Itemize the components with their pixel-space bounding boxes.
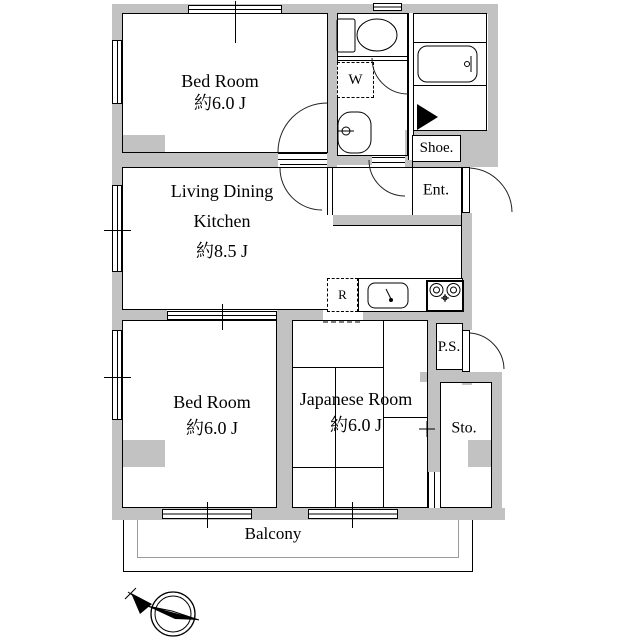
entrance-door-arc [470,168,512,212]
window-top-bedroom [188,5,282,14]
balcony-label: Balcony [244,523,302,543]
toilet-icon [337,19,397,52]
room-name: Japanese Room [299,389,413,409]
outline-bathroom [414,14,487,131]
sliding-door-ldk-bedroom [167,311,277,320]
room-name: Bed Room [181,71,259,91]
room-label-storage [451,418,476,437]
room-label-bedroom-bottom [173,389,251,441]
refrigerator-box [327,278,358,312]
wall-storage-top [420,372,502,382]
wall-right-bottom [492,380,502,520]
room-label-pipe-space [438,338,461,356]
room-size: 約6.0 J [193,93,247,113]
wall-bedroom2-pillar [122,440,165,467]
window-toilet [373,3,402,11]
wall-bedroom1-pillar [122,135,165,152]
door-arcs [278,58,512,369]
wall-ps-top [428,315,465,323]
washing-machine-box [337,62,374,98]
wall-washroom-left [327,13,337,168]
room-size: 約6.0 J [329,415,383,435]
wall-mid-horizontal-a [112,310,167,320]
storage-door [428,472,435,508]
washroom-door-arc [369,160,405,196]
refrigerator-label: R [338,287,347,302]
ps-door-arc [470,333,504,369]
room-name-line1: Living Dining [170,181,274,201]
wall-storage-left [428,382,440,472]
window-left-bedroom-top [112,40,122,104]
wall-ps-left [428,315,436,378]
window-bottom-japanese [308,509,398,519]
window-bottom-bedroom [162,509,252,519]
bath-door-arrow-icon [417,104,438,130]
washbasin-icon [338,112,371,153]
wall-mid-horizontal-b [277,310,323,320]
room-label-bedroom-top [181,70,259,114]
wall-top [112,4,498,14]
washing-machine-label: W [348,71,363,88]
wall-below-entrance [333,215,472,225]
entrance-door-leaf [462,167,470,213]
entrance-label: Ent. [422,181,450,199]
stove-icon [427,281,463,311]
shoe-cabinet-label: Shoe. [419,140,454,156]
window-left-bedroom-bottom [112,330,122,420]
wall-storage-pillar [468,440,492,467]
compass-icon [125,588,199,636]
window-left-ldk [112,185,122,272]
room-label-japanese [300,386,412,438]
room-label-ldk [171,176,274,266]
room-label-entrance [423,180,449,199]
room-name: Bed Room [173,392,251,412]
passage-ldk-hall [327,168,333,215]
room-size: 約6.0 J [185,418,239,438]
bedroom-top-door-arc [278,103,327,152]
room-label-balcony [245,524,302,544]
pipe-space-label: P.S. [437,339,461,355]
wall-bedroom2-japanese [277,320,292,508]
wall-washroom-bottom [337,155,372,165]
room-size: 約8.5 J [195,241,248,261]
kitchen-sink-icon [359,279,463,312]
toilet-door-arc [372,58,408,94]
ldk-door-arc [280,168,322,210]
bathtub-icon [413,43,487,86]
shoe-cabinet [412,135,461,162]
room-name-line2: Kitchen [193,211,251,231]
wall-bedroom1-bottom [112,152,278,168]
ps-door-leaf [462,330,470,372]
storage-label: Sto. [451,419,477,437]
